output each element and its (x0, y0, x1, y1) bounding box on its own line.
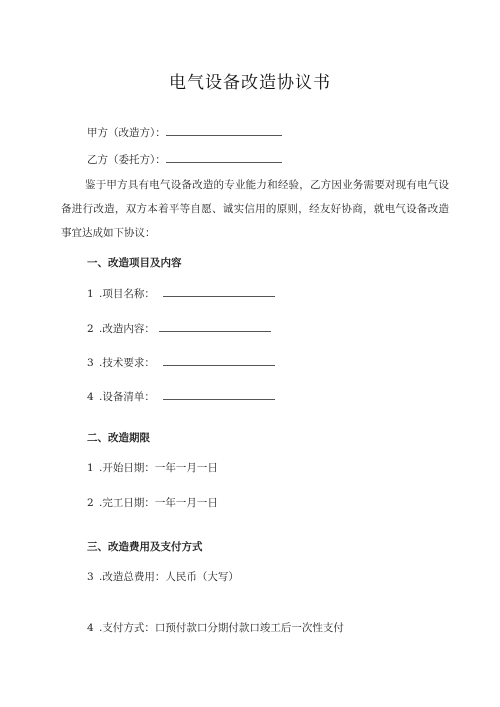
party-b-line (87, 151, 282, 167)
item-number: 3 (87, 357, 94, 369)
section2-item (87, 461, 218, 475)
item-number: 4 (87, 391, 94, 403)
section1-item (87, 354, 275, 370)
party-b-blank[interactable] (166, 151, 282, 163)
section1-item (87, 388, 275, 404)
item-label: .项目名称： (99, 288, 155, 300)
section3-item (87, 570, 239, 584)
item-label: .改造内容： (99, 323, 155, 335)
item-number: 4 (87, 622, 94, 634)
item-number: 2 (87, 323, 94, 335)
item-label: .技术要求： (99, 357, 155, 369)
party-a-blank[interactable] (166, 124, 282, 136)
section2-item (87, 496, 218, 510)
section1-item (87, 285, 275, 301)
section3-heading: 三、改造费用及支付方式 (87, 541, 203, 553)
project-name-blank[interactable] (163, 285, 275, 297)
item-number: 2 (87, 497, 94, 509)
party-b-label: 乙方（委托方）： (87, 154, 166, 166)
item-number: 3 (87, 571, 94, 583)
section1-item (87, 320, 271, 336)
tech-requirements-blank[interactable] (163, 354, 275, 366)
party-a-label: 甲方（改造方）： (87, 127, 166, 139)
intro-paragraph: 鉴于甲方具有电气设备改造的专业能力和经验，乙方因业务需要对现有电气设备进行改造，双方本着平等自愿、诚实信用的原则，经友好协商，就电气设备改造事宜达成如下协议： (61, 179, 449, 239)
item-number: 1 (87, 462, 94, 474)
start-date: .开始日期：一年一月一日 (99, 462, 218, 474)
section1-heading: 一、改造项目及内容 (87, 257, 182, 269)
item-label: .设备清单： (99, 391, 155, 403)
party-a-line (87, 124, 282, 140)
completion-date: .完工日期：一年一月一日 (99, 497, 218, 509)
total-cost: .改造总费用：人民币（大写） (99, 571, 239, 583)
document-title: 电气设备改造协议书 (169, 73, 331, 93)
payment-method: .支付方式：口预付款口分期付款口竣工后一次性支付 (99, 622, 344, 634)
content-blank[interactable] (159, 320, 271, 332)
section2-heading: 二、改造期限 (87, 432, 150, 444)
item-number: 1 (87, 288, 94, 300)
section3-item (87, 621, 344, 635)
equipment-list-blank[interactable] (163, 388, 275, 400)
